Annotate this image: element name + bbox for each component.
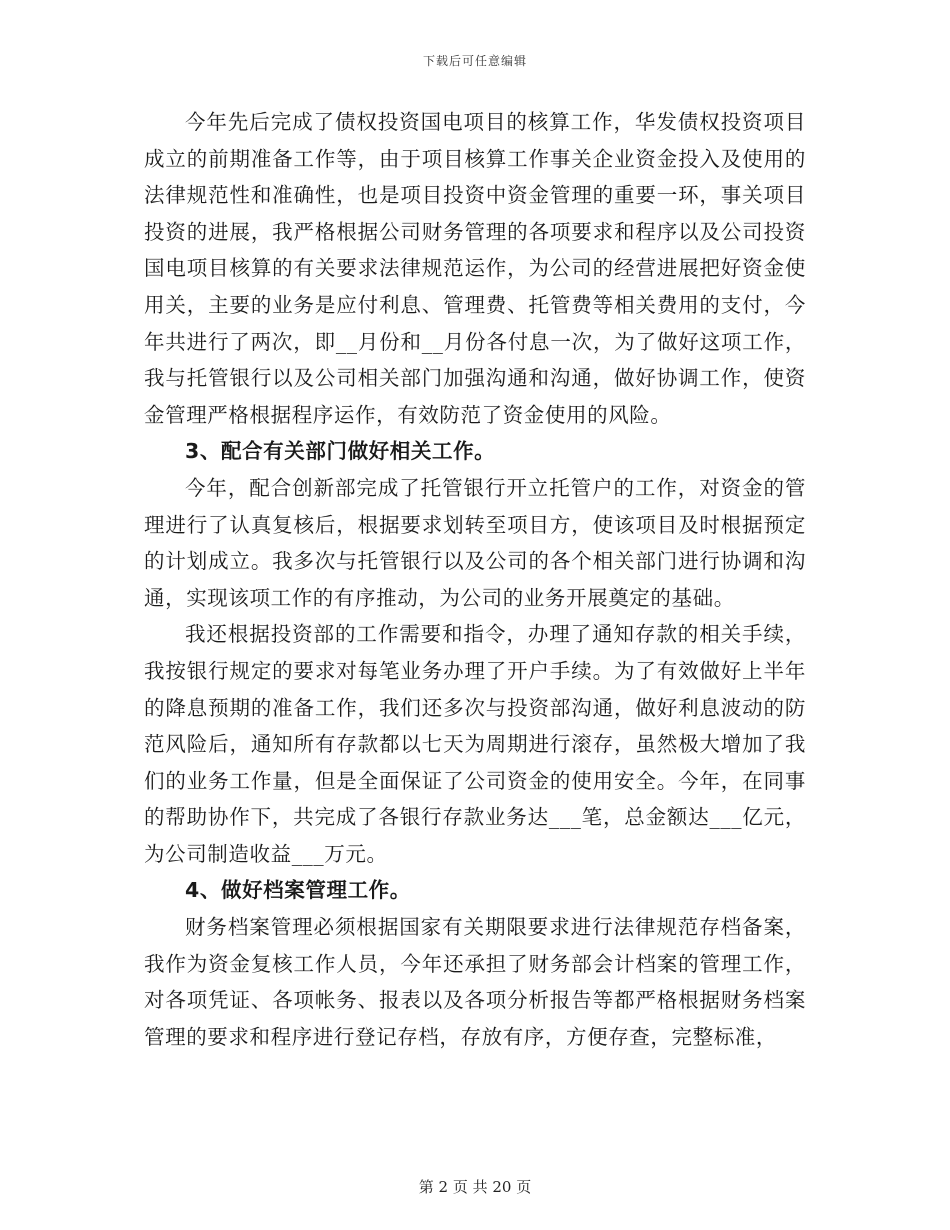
paragraph-project-accounting: 今年先后完成了债权投资国电项目的核算工作，华发债权投资项目成立的前期准备工作等，由于项目核算工作事关企业资金投入及使用的法律规范性和准确性，也是项目投资中资金管理的重要一环，事关项目投资的进展，我严格根据公司财务管理的各项要求和程序以及公司投资国电项目核算的有关要求法律规范运作，为公司的经营进展把好资金使用关，主要的业务是应付利息、管理费、托管费等相关费用的支付，今年共进行了两次，即__月份和__月份各付息一次，为了做好这项工作，我与托管银行以及公司相关部门加强沟通和沟通，做好协调工作，使资金管理严格根据程序运作，有效防范了资金使用的风险。	[144, 110, 806, 427]
section-heading-3: 3、配合有关部门做好相关工作。	[185, 439, 496, 464]
page-number-footer: 第 2 页 共 20 页	[418, 1178, 532, 1196]
document-body	[144, 104, 806, 1055]
paragraph-notice-deposit: 我还根据投资部的工作需要和指令，办理了通知存款的相关手续，我按银行规定的要求对每笔业务办理了开户手续。为了有效做好上半年的降息预期的准备工作，我们还多次与投资部沟通，做好利息波动的防范风险后，通知所有存款都以七天为周期进行滚存，虽然极大增加了我们的业务工作量，但是全面保证了公司资金的使用安全。今年，在同事的帮助协作下，共完成了各银行存款业务达___笔，总金额达___亿元，为公司制造收益___万元。	[144, 622, 806, 866]
section-heading-4: 4、做好档案管理工作。	[185, 878, 411, 903]
paragraph-custody-account: 今年，配合创新部完成了托管银行开立托管户的工作，对资金的管理进行了认真复核后，根据要求划转至项目方，使该项目及时根据预定的计划成立。我多次与托管银行以及公司的各个相关部门进行协调和沟通，实现该项工作的有序推动，为公司的业务开展奠定的基础。	[144, 475, 806, 610]
page-header: 下载后可任意编辑	[422, 54, 527, 68]
paragraph-archive-management: 财务档案管理必须根据国家有关期限要求进行法律规范存档备案，我作为资金复核工作人员，今年还承担了财务部会计档案的管理工作，对各项凭证、各项帐务、报表以及各项分析报告等都严格根据财务档案管理的要求和程序进行登记存档，存放有序，方便存查，完整标准，	[144, 915, 806, 1049]
